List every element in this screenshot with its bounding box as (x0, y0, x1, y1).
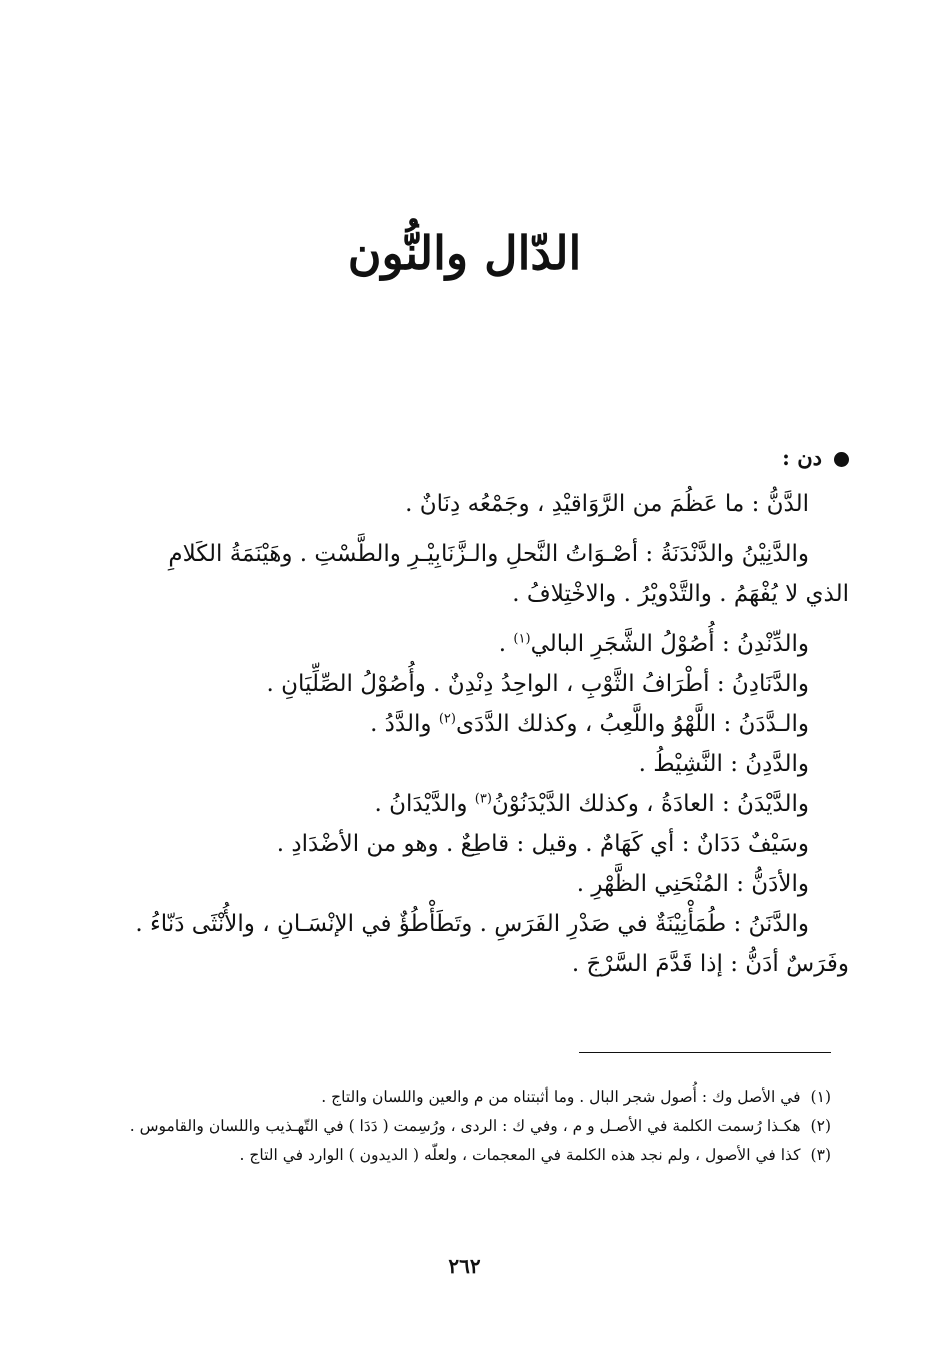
footnote-separator (579, 1052, 831, 1053)
footnote-text: في الأصل وك : أُصول شجر البال . وما أثبتناه من م والعين واللسان والتاج . (321, 1088, 801, 1106)
entry-line: والدَّنِيْنُ والدَّنْدَنَةُ : أصْـوَاتُ النَّحلِ والـزَّنَابِيْـرِ والطَّسْتِ . وهَيْنَمَةُ الكَلامِ (168, 541, 809, 567)
entry-line: والدَّدِنُ : النَّشِيْطُ . (638, 751, 809, 777)
entry-line: الدَّنُّ : ما عَظُمَ من الرَّوَاقيْدِ ، وجَمْعُه دِنَانٌ . (405, 491, 809, 517)
footnote-number: (١) (810, 1088, 831, 1106)
entry-line: والأدَنُّ : المُنْحَنِي الظَّهْرِ . (576, 871, 809, 897)
entry-line: والـدَّدَنُ : اللَّهْوُ واللَّعِبُ ، وكذلك الدَّدَى$^{(٢)}$ والدَّدُ . (370, 711, 809, 737)
entry-heading (89, 438, 849, 478)
entry-line: الذي لا يُفْهَمُ . والتَّدْويْرُ . والاخْتِلافُ . (512, 581, 849, 607)
entry-root: دن : (782, 445, 822, 470)
footnote (91, 1084, 831, 1111)
entry-line: والدَّنَنُ : طُمَأْنِيْنَةٌ في صَدْرِ الفَرَسِ . وتَطَأْطُؤٌ في الإنْسَـانِ ، والأُنْثَى دَنّاءُ . (135, 911, 809, 937)
footnote-text: هكـذا رُسمت الكلمة في الأصـل و م ، وفي ك : الردى ، ورُسِمت ( دَدَا ) في التّهـذيب واللسان والقاموس . (129, 1117, 801, 1135)
footnotes (91, 1084, 831, 1171)
footnote-ref[interactable]: (٣) (474, 791, 492, 807)
bullet-icon (834, 452, 849, 467)
footnote (91, 1113, 831, 1140)
footnote-number: (٢) (810, 1117, 831, 1135)
dictionary-entry (89, 438, 849, 984)
footnote-ref[interactable]: (٢) (438, 711, 456, 727)
entry-line: والدِّنْدِنُ : أُصُوْلُ الشَّجَرِ البالي$^{(١)}$ . (498, 631, 809, 657)
entry-line: وسَيْفٌ دَدَانٌ : أي كَهَامٌ . وقيل : قاطِعٌ . وهو من الأضْدَادِ . (276, 831, 809, 857)
page-number: ٢٦٢ (448, 1254, 481, 1278)
footnote-text: كذا في الأصول ، ولم نجد هذه الكلمة في المعجمات ، ولعلّه ( الديدون ) الوارد في التاج . (239, 1146, 801, 1164)
entry-line: والدَّيْدَنُ : العادَةُ ، وكذلك الدَّيْدَنُوْنُ$^{(٣)}$ والدَّيْدَانُ . (374, 791, 809, 817)
entry-line: وفَرَسٌ أدَنُّ : إذا قَدَّمَ السَّرْجَ . (571, 951, 849, 977)
chapter-title: الدّال والنُّون (347, 226, 582, 280)
entry-line: والدَّنَادِنُ : أطْرَافُ الثَّوْبِ ، الواحِدُ دِنْدِنٌ . وأُصُوْلُ الصِّلِّيَانِ . (266, 671, 809, 697)
footnote-ref[interactable]: (١) (513, 631, 531, 647)
footnote-number: (٣) (810, 1146, 831, 1164)
footnote (91, 1142, 831, 1169)
